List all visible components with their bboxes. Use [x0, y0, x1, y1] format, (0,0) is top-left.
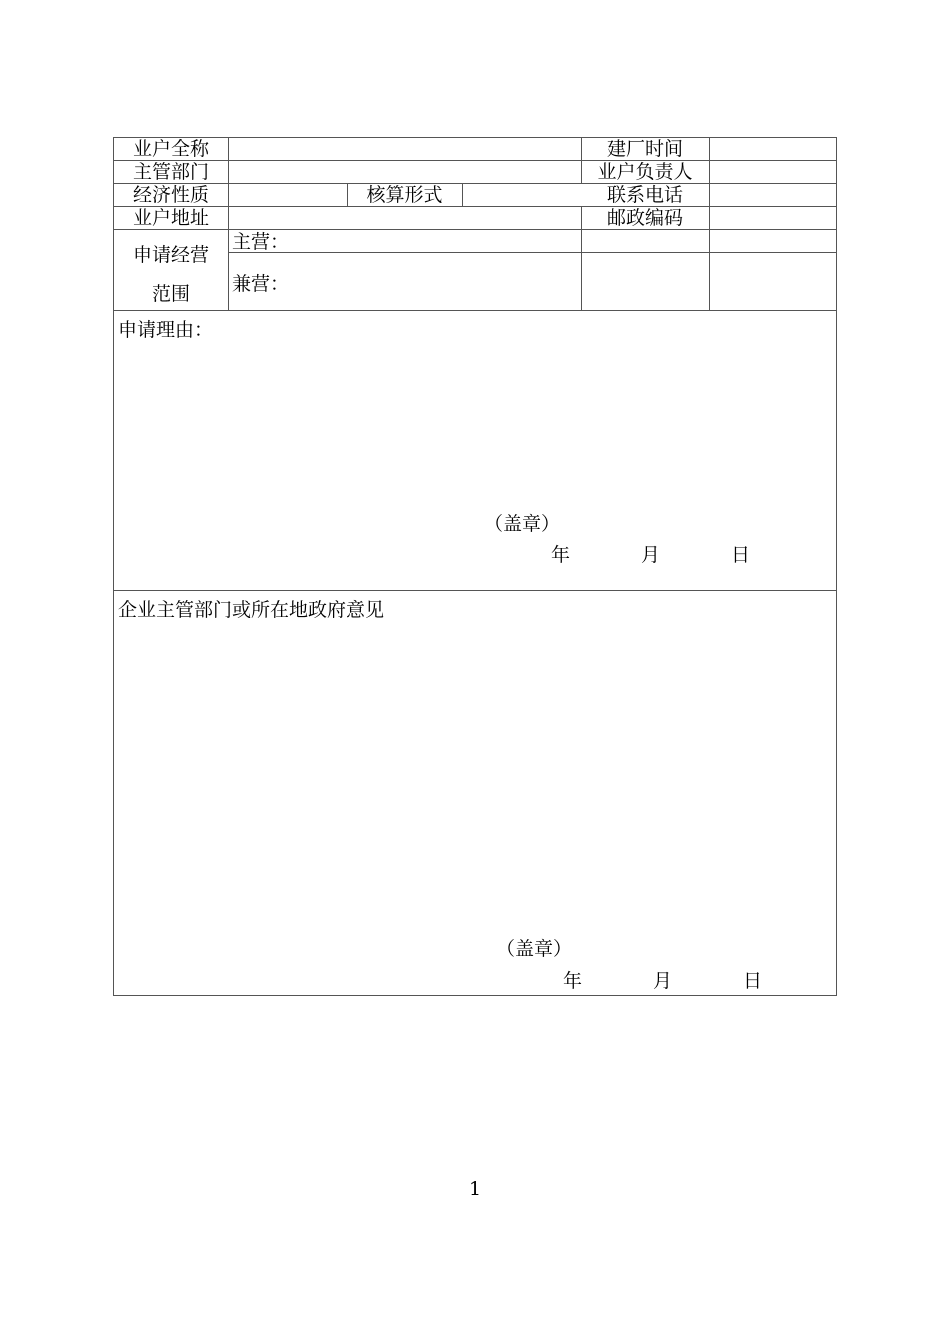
- opinion-heading: 企业主管部门或所在地政府意见: [118, 599, 385, 621]
- economic-nature-label: 经济性质: [132, 184, 209, 206]
- founding-time-label: 建厂时间: [606, 138, 683, 160]
- opinion-month: 月: [653, 970, 673, 992]
- scope-label-line2: 范围: [151, 283, 190, 305]
- column-divider: [462, 183, 463, 206]
- reason-day: 日: [731, 544, 751, 566]
- application-form-table: [113, 137, 837, 996]
- address-label: 业户地址: [132, 207, 209, 229]
- side-business-label: 兼营：: [232, 273, 290, 295]
- row-divider: [114, 229, 836, 230]
- reason-month: 月: [641, 544, 661, 566]
- scope-label-line1: 申请经营: [132, 244, 209, 266]
- reason-heading: 申请理由：: [118, 319, 214, 341]
- row-divider: [228, 252, 836, 253]
- row-divider: [114, 590, 836, 591]
- owner-label: 业户负责人: [597, 161, 693, 183]
- column-divider: [709, 138, 710, 310]
- opinion-year: 年: [563, 970, 583, 992]
- full-name-label: 业户全称: [132, 138, 209, 160]
- opinion-day: 日: [743, 970, 763, 992]
- opinion-seal: （盖章）: [496, 938, 573, 960]
- phone-label: 联系电话: [606, 184, 683, 206]
- accounting-form-label: 核算形式: [366, 184, 443, 206]
- department-label: 主管部门: [132, 161, 209, 183]
- reason-year: 年: [551, 544, 571, 566]
- row-divider: [114, 310, 836, 311]
- page-number: 1: [468, 1178, 482, 1200]
- column-divider: [228, 138, 229, 310]
- reason-seal: （盖章）: [484, 513, 561, 535]
- main-business-label: 主营：: [232, 231, 290, 253]
- postcode-label: 邮政编码: [606, 207, 683, 229]
